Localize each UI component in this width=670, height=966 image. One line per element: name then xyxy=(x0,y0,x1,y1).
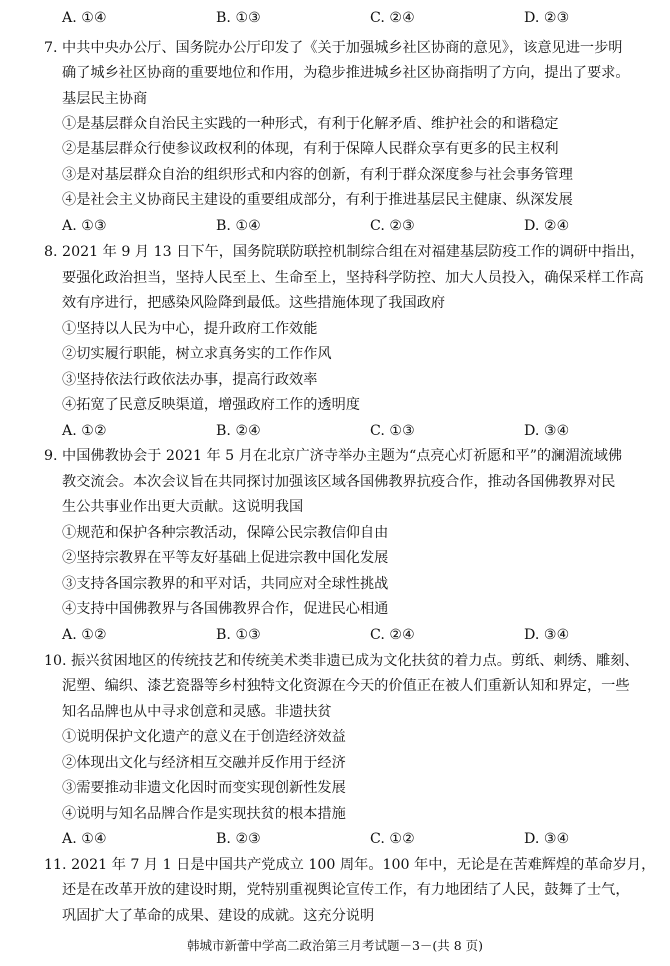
q7-option-c: C. ②③ xyxy=(370,218,415,234)
q9-item-1: ①规范和保护各种宗教活动，保障公民宗教信仰自由 xyxy=(62,525,389,541)
q9-option-b: B. ①③ xyxy=(216,627,261,643)
q7-option-b: B. ①④ xyxy=(216,218,261,234)
q7-option-a: A. ①③ xyxy=(62,218,107,234)
q8-item-1: ①坚持以人民为中心，提升政府工作效能 xyxy=(62,321,318,337)
q7-item-2: ②是基层群众行使参议政权利的体现，有利于保障人民群众享有更多的民主权利 xyxy=(62,141,559,157)
q7-stem-line-3: 基层民主协商 xyxy=(62,91,148,107)
q9-stem-line-2: 教交流会。本次会议旨在共同探讨加强该区域各国佛教界抗疫合作，推动各国佛教界对民 xyxy=(62,474,616,490)
q10-option-c: C. ①② xyxy=(370,831,415,847)
q11-stem-line-3: 巩固扩大了革命的成果、建设的成就。这充分说明 xyxy=(62,908,375,924)
q10-option-a: A. ①④ xyxy=(62,831,107,847)
q7-option-d: D. ②④ xyxy=(524,218,570,234)
q10-stem-line-2: 泥塑、编织、漆艺瓷器等乡村独特文化资源在今天的价值正在被人们重新认知和界定，一些 xyxy=(62,678,630,694)
q10-stem-line-1: 10. 振兴贫困地区的传统技艺和传统美术类非遗已成为文化扶贫的着力点。剪纸、刺绣、雕刻、 xyxy=(44,653,639,669)
q10-item-2: ②体现出文化与经济相互交融并反作用于经济 xyxy=(62,755,346,771)
q7-stem-line-1: 7. 中共中央办公厅、国务院办公厅印发了《关于加强城乡社区协商的意见》，该意见进一步明 xyxy=(44,40,623,56)
q6-option-a: A. ①④ xyxy=(62,10,107,26)
q8-option-c: C. ①③ xyxy=(370,423,415,439)
q8-item-2: ②切实履行职能，树立求真务实的工作作风 xyxy=(62,346,332,362)
q10-item-1: ①说明保护文化遗产的意义在于创造经济效益 xyxy=(62,729,346,745)
q9-item-4: ④支持中国佛教界与各国佛教界合作，促进民心相通 xyxy=(62,601,389,617)
q8-option-a: A. ①② xyxy=(62,423,107,439)
q7-item-4: ④是社会主义协商民主建设的重要组成部分，有利于推进基层民主健康、纵深发展 xyxy=(62,192,573,208)
q10-item-3: ③需要推动非遗文化因时而变实现创新性发展 xyxy=(62,780,346,796)
q10-option-b: B. ②③ xyxy=(216,831,261,847)
q8-option-b: B. ②④ xyxy=(216,423,261,439)
q11-stem-line-1: 11. 2021 年 7 月 1 日是中国共产党成立 100 周年。100 年中，无论是在苦难辉煌的革命岁月， xyxy=(44,857,656,873)
q8-stem-line-2: 要强化政治担当，坚持人民至上、生命至上，坚持科学防控、加大人员投入，确保采样工作高 xyxy=(62,270,644,286)
q9-item-3: ③支持各国宗教界的和平对话，共同应对全球性挑战 xyxy=(62,576,389,592)
q7-item-3: ③是对基层群众自治的组织形式和内容的创新，有利于群众深度参与社会事务管理 xyxy=(62,167,573,183)
q10-item-4: ④说明与知名品牌合作是实现扶贫的根本措施 xyxy=(62,806,346,822)
q6-option-c: C. ②④ xyxy=(370,10,415,26)
q7-item-1: ①是基层群众自治民主实践的一种形式，有利于化解矛盾、维护社会的和谐稳定 xyxy=(62,116,559,132)
q6-option-d: D. ②③ xyxy=(524,10,570,26)
page-footer: 韩城市新蕾中学高二政治第三月考试题－3－(共 8 页) xyxy=(186,938,484,953)
q10-option-d: D. ③④ xyxy=(524,831,570,847)
q6-option-b: B. ①③ xyxy=(216,10,261,26)
q8-option-d: D. ③④ xyxy=(524,423,570,439)
q8-item-4: ④拓宽了民意反映渠道，增强政府工作的透明度 xyxy=(62,397,360,413)
q9-option-d: D. ③④ xyxy=(524,627,570,643)
q9-item-2: ②坚持宗教界在平等友好基础上促进宗教中国化发展 xyxy=(62,550,389,566)
q8-stem-line-3: 效有序进行，把感染风险降到最低。这些措施体现了我国政府 xyxy=(62,295,446,311)
q10-stem-line-3: 知名品牌也从中寻求创意和灵感。非遗扶贫 xyxy=(62,704,332,720)
q9-stem-line-1: 9. 中国佛教协会于 2021 年 5 月在北京广济寺举办主题为“点亮心灯祈愿和平”的澜湄流域佛 xyxy=(44,448,623,464)
q11-stem-line-2: 还是在改革开放的建设时期，党特别重视舆论宣传工作，有力地团结了人民，鼓舞了士气， xyxy=(62,882,630,898)
q8-stem-line-1: 8. 2021 年 9 月 13 日下午，国务院联防联控机制综合组在对福建基层防疫工作的调研中指出， xyxy=(44,244,645,260)
q9-option-a: A. ①② xyxy=(62,627,107,643)
q7-stem-line-2: 确了城乡社区协商的重要地位和作用，为稳步推进城乡社区协商指明了方向，提出了要求。 xyxy=(62,65,630,81)
q9-option-c: C. ②④ xyxy=(370,627,415,643)
q9-stem-line-3: 生公共事业作出更大贡献。这说明我国 xyxy=(62,499,304,515)
q8-item-3: ③坚持依法行政依法办事，提高行政效率 xyxy=(62,372,318,388)
